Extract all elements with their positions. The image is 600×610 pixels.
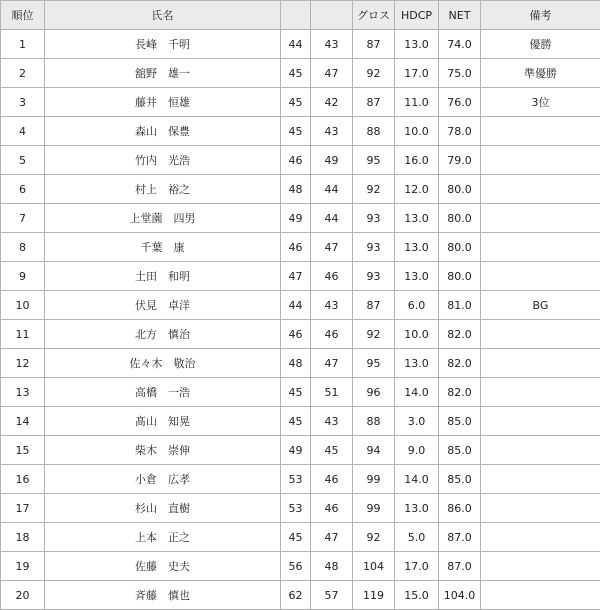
cell-in: 49 (311, 146, 353, 175)
cell-rank: 11 (1, 320, 45, 349)
cell-net: 79.0 (439, 146, 481, 175)
header-net: NET (439, 1, 481, 30)
cell-out: 45 (281, 523, 311, 552)
cell-rank: 18 (1, 523, 45, 552)
cell-name: 柴木 崇伸 (45, 436, 281, 465)
cell-net: 85.0 (439, 436, 481, 465)
cell-net: 76.0 (439, 88, 481, 117)
cell-gross: 93 (353, 204, 395, 233)
header-rank: 順位 (1, 1, 45, 30)
cell-in: 44 (311, 204, 353, 233)
cell-gross: 95 (353, 146, 395, 175)
cell-gross: 87 (353, 291, 395, 320)
cell-hdcp: 13.0 (395, 233, 439, 262)
cell-gross: 93 (353, 262, 395, 291)
table-row (1, 30, 600, 59)
cell-name: 森山 保豊 (45, 117, 281, 146)
cell-note (481, 204, 600, 233)
cell-out: 49 (281, 204, 311, 233)
table-row (1, 465, 600, 494)
cell-rank: 3 (1, 88, 45, 117)
cell-name: 長峰 千明 (45, 30, 281, 59)
table-row (1, 233, 600, 262)
cell-note: 3位 (481, 88, 600, 117)
cell-gross: 94 (353, 436, 395, 465)
cell-name: 佐藤 史夫 (45, 552, 281, 581)
table-body (1, 30, 600, 610)
cell-hdcp: 13.0 (395, 349, 439, 378)
cell-in: 46 (311, 320, 353, 349)
cell-out: 53 (281, 494, 311, 523)
cell-out: 46 (281, 146, 311, 175)
cell-in: 43 (311, 117, 353, 146)
cell-name: 北方 慎治 (45, 320, 281, 349)
cell-rank: 1 (1, 30, 45, 59)
cell-net: 87.0 (439, 523, 481, 552)
cell-out: 62 (281, 581, 311, 610)
cell-gross: 99 (353, 494, 395, 523)
cell-gross: 119 (353, 581, 395, 610)
cell-gross: 92 (353, 59, 395, 88)
cell-hdcp: 17.0 (395, 552, 439, 581)
cell-in: 47 (311, 59, 353, 88)
table-row (1, 349, 600, 378)
cell-net: 80.0 (439, 204, 481, 233)
table-row (1, 88, 600, 117)
cell-gross: 92 (353, 175, 395, 204)
table-row (1, 581, 600, 610)
cell-in: 47 (311, 233, 353, 262)
cell-in: 46 (311, 465, 353, 494)
cell-net: 80.0 (439, 233, 481, 262)
cell-net: 82.0 (439, 349, 481, 378)
cell-note (481, 581, 600, 610)
table-row (1, 175, 600, 204)
cell-hdcp: 16.0 (395, 146, 439, 175)
cell-name: 舘野 雄一 (45, 59, 281, 88)
table-row (1, 262, 600, 291)
cell-note (481, 146, 600, 175)
cell-hdcp: 10.0 (395, 117, 439, 146)
cell-in: 44 (311, 175, 353, 204)
cell-rank: 17 (1, 494, 45, 523)
cell-net: 80.0 (439, 262, 481, 291)
cell-gross: 99 (353, 465, 395, 494)
cell-hdcp: 14.0 (395, 465, 439, 494)
cell-net: 82.0 (439, 378, 481, 407)
cell-in: 47 (311, 523, 353, 552)
cell-name: 村上 裕之 (45, 175, 281, 204)
cell-hdcp: 13.0 (395, 204, 439, 233)
cell-name: 土田 和明 (45, 262, 281, 291)
cell-note: 優勝 (481, 30, 600, 59)
table-row (1, 523, 600, 552)
cell-hdcp: 9.0 (395, 436, 439, 465)
table-row (1, 494, 600, 523)
cell-rank: 16 (1, 465, 45, 494)
cell-name: 上本 正之 (45, 523, 281, 552)
cell-in: 47 (311, 349, 353, 378)
cell-note (481, 320, 600, 349)
cell-name: 杉山 直樹 (45, 494, 281, 523)
cell-net: 87.0 (439, 552, 481, 581)
cell-hdcp: 10.0 (395, 320, 439, 349)
cell-gross: 92 (353, 523, 395, 552)
cell-gross: 87 (353, 88, 395, 117)
cell-rank: 14 (1, 407, 45, 436)
cell-net: 74.0 (439, 30, 481, 59)
cell-note: BG (481, 291, 600, 320)
cell-rank: 4 (1, 117, 45, 146)
cell-name: 髙山 知晃 (45, 407, 281, 436)
cell-net: 85.0 (439, 465, 481, 494)
cell-rank: 6 (1, 175, 45, 204)
table-row (1, 378, 600, 407)
cell-name: 斉藤 慎也 (45, 581, 281, 610)
cell-out: 45 (281, 59, 311, 88)
cell-name: 竹内 光浩 (45, 146, 281, 175)
cell-note (481, 378, 600, 407)
cell-hdcp: 12.0 (395, 175, 439, 204)
cell-out: 44 (281, 30, 311, 59)
cell-out: 46 (281, 320, 311, 349)
cell-name: 小倉 広孝 (45, 465, 281, 494)
cell-in: 46 (311, 494, 353, 523)
cell-note (481, 465, 600, 494)
cell-rank: 13 (1, 378, 45, 407)
cell-out: 46 (281, 233, 311, 262)
table-row (1, 117, 600, 146)
table-row (1, 146, 600, 175)
cell-name: 藤井 恒雄 (45, 88, 281, 117)
cell-rank: 8 (1, 233, 45, 262)
cell-net: 104.0 (439, 581, 481, 610)
cell-rank: 20 (1, 581, 45, 610)
cell-rank: 19 (1, 552, 45, 581)
cell-gross: 95 (353, 349, 395, 378)
cell-gross: 88 (353, 407, 395, 436)
cell-gross: 87 (353, 30, 395, 59)
cell-note (481, 117, 600, 146)
cell-hdcp: 13.0 (395, 262, 439, 291)
cell-rank: 2 (1, 59, 45, 88)
cell-rank: 7 (1, 204, 45, 233)
cell-note (481, 175, 600, 204)
cell-out: 48 (281, 175, 311, 204)
cell-note (481, 436, 600, 465)
table-row (1, 204, 600, 233)
cell-in: 43 (311, 291, 353, 320)
header-in (311, 1, 353, 30)
cell-hdcp: 13.0 (395, 30, 439, 59)
cell-gross: 93 (353, 233, 395, 262)
header-hdcp: HDCP (395, 1, 439, 30)
cell-in: 48 (311, 552, 353, 581)
cell-net: 86.0 (439, 494, 481, 523)
cell-name: 伏見 卓洋 (45, 291, 281, 320)
cell-net: 81.0 (439, 291, 481, 320)
cell-out: 49 (281, 436, 311, 465)
table-row (1, 59, 600, 88)
cell-rank: 10 (1, 291, 45, 320)
cell-note (481, 407, 600, 436)
header-name: 氏名 (45, 1, 281, 30)
cell-rank: 15 (1, 436, 45, 465)
cell-note (481, 262, 600, 291)
cell-hdcp: 5.0 (395, 523, 439, 552)
cell-net: 80.0 (439, 175, 481, 204)
cell-gross: 88 (353, 117, 395, 146)
cell-out: 53 (281, 465, 311, 494)
cell-out: 56 (281, 552, 311, 581)
header-row (1, 1, 600, 30)
header-note: 備考 (481, 1, 600, 30)
cell-note (481, 349, 600, 378)
cell-name: 高橋 一浩 (45, 378, 281, 407)
cell-net: 85.0 (439, 407, 481, 436)
cell-gross: 96 (353, 378, 395, 407)
cell-note: 準優勝 (481, 59, 600, 88)
cell-name: 上堂薗 四男 (45, 204, 281, 233)
cell-net: 78.0 (439, 117, 481, 146)
cell-hdcp: 11.0 (395, 88, 439, 117)
cell-in: 42 (311, 88, 353, 117)
cell-rank: 5 (1, 146, 45, 175)
cell-hdcp: 14.0 (395, 378, 439, 407)
cell-note (481, 552, 600, 581)
cell-in: 45 (311, 436, 353, 465)
cell-in: 57 (311, 581, 353, 610)
cell-out: 47 (281, 262, 311, 291)
cell-in: 43 (311, 30, 353, 59)
cell-in: 46 (311, 262, 353, 291)
cell-out: 45 (281, 407, 311, 436)
header-out (281, 1, 311, 30)
cell-out: 45 (281, 378, 311, 407)
cell-out: 44 (281, 291, 311, 320)
table-header (1, 1, 600, 30)
cell-rank: 9 (1, 262, 45, 291)
cell-name: 千葉 康 (45, 233, 281, 262)
cell-rank: 12 (1, 349, 45, 378)
cell-note (481, 233, 600, 262)
cell-out: 48 (281, 349, 311, 378)
cell-note (481, 494, 600, 523)
cell-hdcp: 17.0 (395, 59, 439, 88)
cell-gross: 104 (353, 552, 395, 581)
cell-hdcp: 6.0 (395, 291, 439, 320)
cell-hdcp: 3.0 (395, 407, 439, 436)
table-row (1, 407, 600, 436)
cell-out: 45 (281, 117, 311, 146)
table-row (1, 552, 600, 581)
header-gross: グロス (353, 1, 395, 30)
cell-in: 43 (311, 407, 353, 436)
cell-gross: 92 (353, 320, 395, 349)
cell-hdcp: 15.0 (395, 581, 439, 610)
cell-net: 75.0 (439, 59, 481, 88)
table-row (1, 291, 600, 320)
cell-net: 82.0 (439, 320, 481, 349)
cell-out: 45 (281, 88, 311, 117)
cell-hdcp: 13.0 (395, 494, 439, 523)
table-row (1, 436, 600, 465)
cell-name: 佐々木 敬治 (45, 349, 281, 378)
cell-note (481, 523, 600, 552)
table-row (1, 320, 600, 349)
cell-in: 51 (311, 378, 353, 407)
